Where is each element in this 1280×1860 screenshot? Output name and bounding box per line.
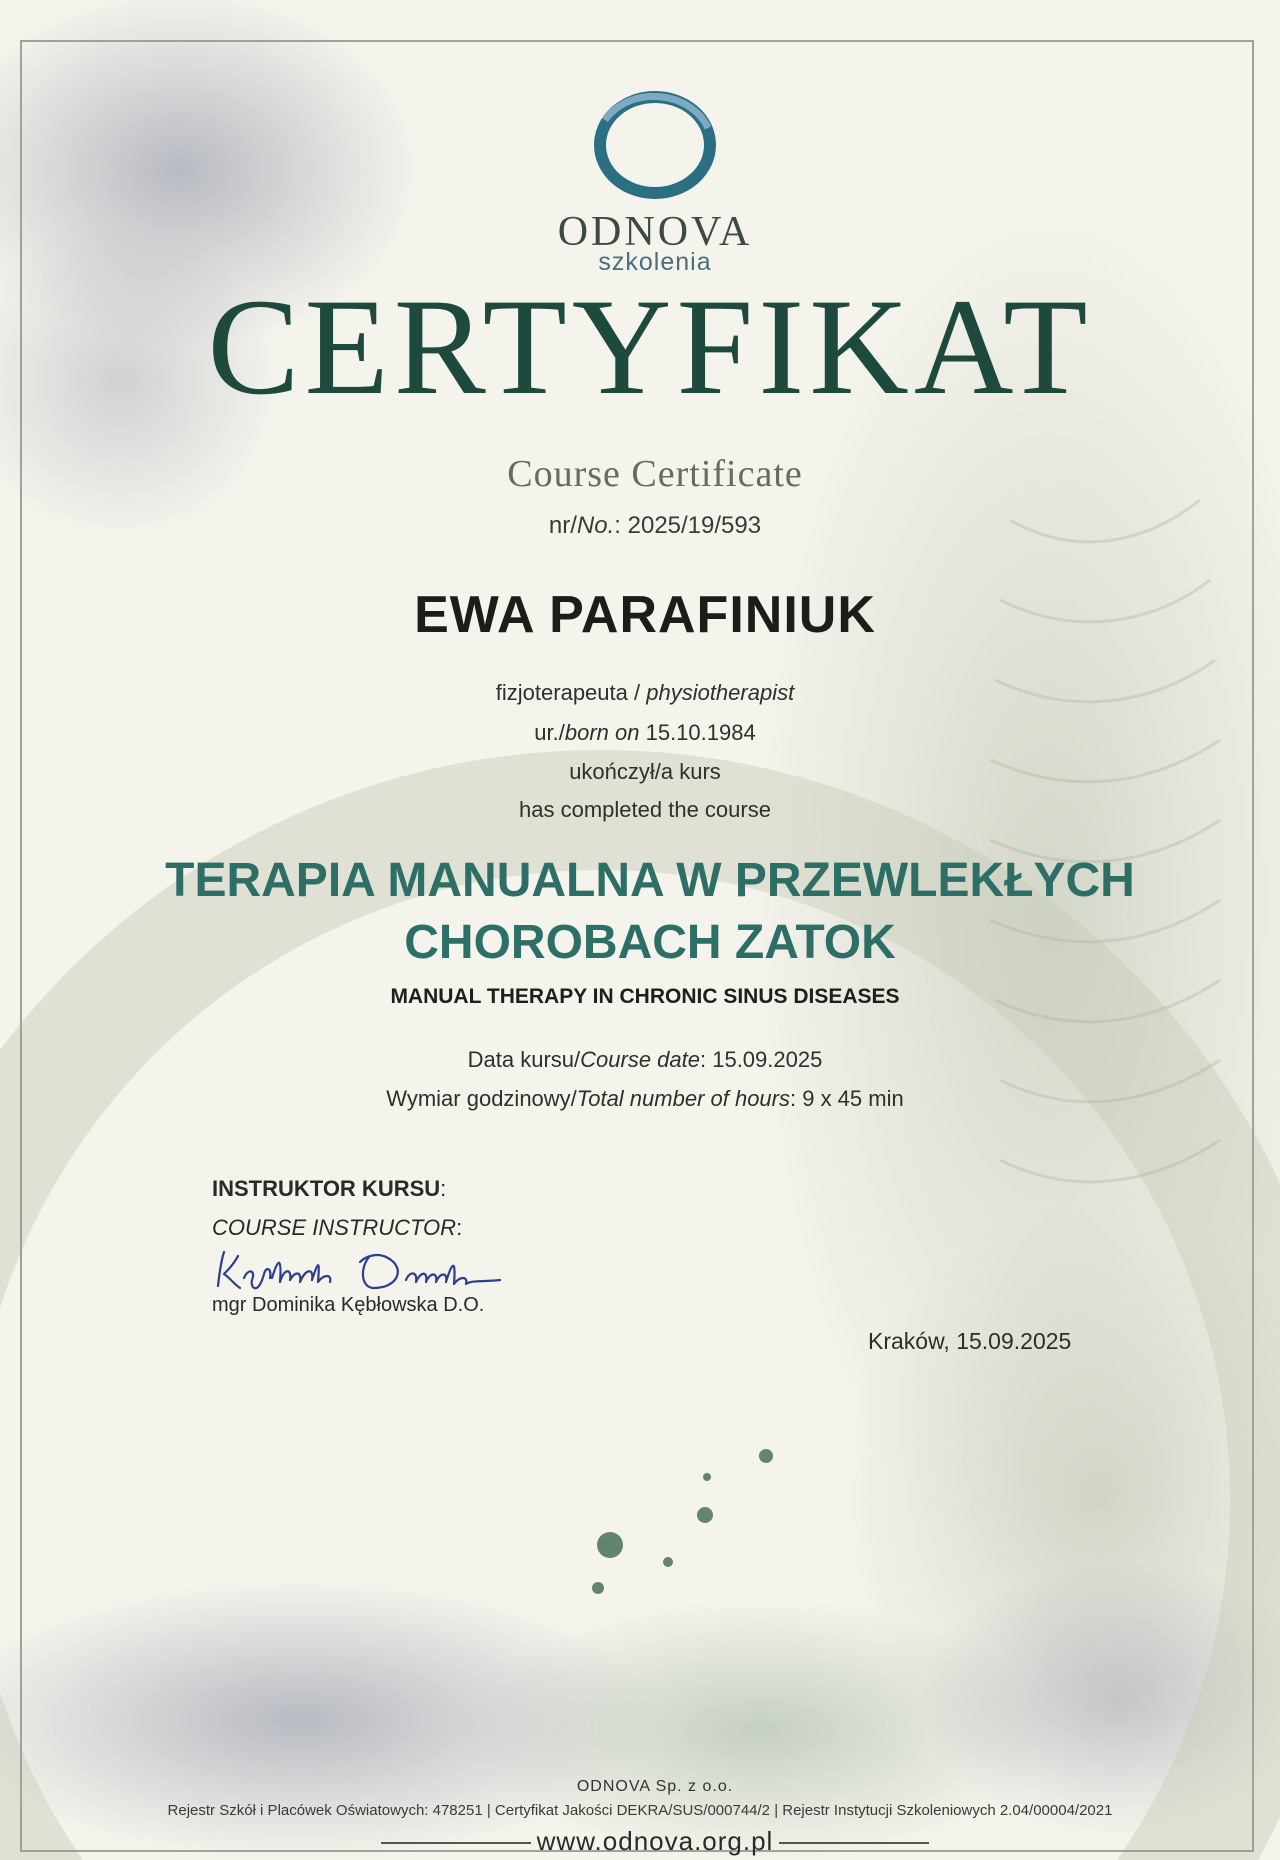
course-title-line-1: TERAPIA MANUALNA W PRZEWLEKŁYCH — [165, 854, 1135, 907]
profession — [5, 680, 1280, 706]
logo-subtitle: szkolenia — [598, 248, 712, 276]
course-date-label-en: Course date — [580, 1047, 700, 1072]
website-link[interactable]: www.odnova.org.pl — [536, 1826, 774, 1856]
footer-website — [15, 1826, 1280, 1857]
hours-label-en: Total number of hours — [576, 1086, 790, 1111]
profession-pl: fizjoterapeuta / — [495, 680, 647, 705]
odnova-logo-icon — [590, 90, 720, 200]
instructor-label-pl: INSTRUKTOR KURSU: — [212, 1176, 447, 1201]
course-hours — [5, 1086, 1280, 1112]
place-and-date: Kraków, 15.09.2025 — [868, 1328, 1072, 1354]
instructor-name: mgr Dominika Kębłowska D.O. — [212, 1294, 485, 1316]
footer-rule-right — [779, 1842, 929, 1844]
born-label-en: born on — [564, 720, 640, 745]
birth-date — [5, 720, 1280, 746]
course-title-line-2: CHOROBACH ZATOK — [404, 916, 896, 969]
footer-registers: Rejestr Szkół i Placówek Oświatowych: 478251 | Certyfikat Jakości DEKRA/SUS/000744/2 | Rejestr Instytucji Szkoleniowych 2.04/00004/2021 — [167, 1802, 1113, 1819]
instructor-label-en: COURSE INSTRUCTOR: — [212, 1215, 463, 1240]
recipient-name: EWA PARAFINIUK — [414, 586, 876, 644]
completed-course-en: has completed the course — [519, 797, 771, 822]
logo-name: ODNOVA — [557, 209, 753, 255]
completed-course-pl: ukończył/a kurs — [569, 759, 721, 784]
born-value: 15.10.1984 — [639, 720, 756, 745]
course-date-value: : 15.09.2025 — [700, 1047, 823, 1072]
certificate-title: CERTYFIKAT — [207, 270, 1093, 423]
number-label-pl: nr/ — [548, 512, 577, 539]
course-date-label-pl: Data kursu/ — [467, 1047, 581, 1072]
footer-rule-left — [381, 1842, 531, 1844]
course-title-en: MANUAL THERAPY IN CHRONIC SINUS DISEASES — [390, 985, 900, 1008]
number-label-en: No. — [576, 512, 615, 539]
number-value: : 2025/19/593 — [614, 512, 762, 539]
profession-en: physiotherapist — [646, 680, 795, 705]
born-label-pl: ur./ — [534, 720, 565, 745]
hours-value: : 9 x 45 min — [790, 1086, 904, 1111]
certificate-subtitle: Course Certificate — [507, 453, 803, 495]
course-date — [5, 1047, 1280, 1073]
certificate-number — [15, 512, 1280, 540]
hours-label-pl: Wymiar godzinowy/ — [386, 1086, 577, 1111]
footer-company: ODNOVA Sp. z o.o. — [576, 1778, 734, 1795]
